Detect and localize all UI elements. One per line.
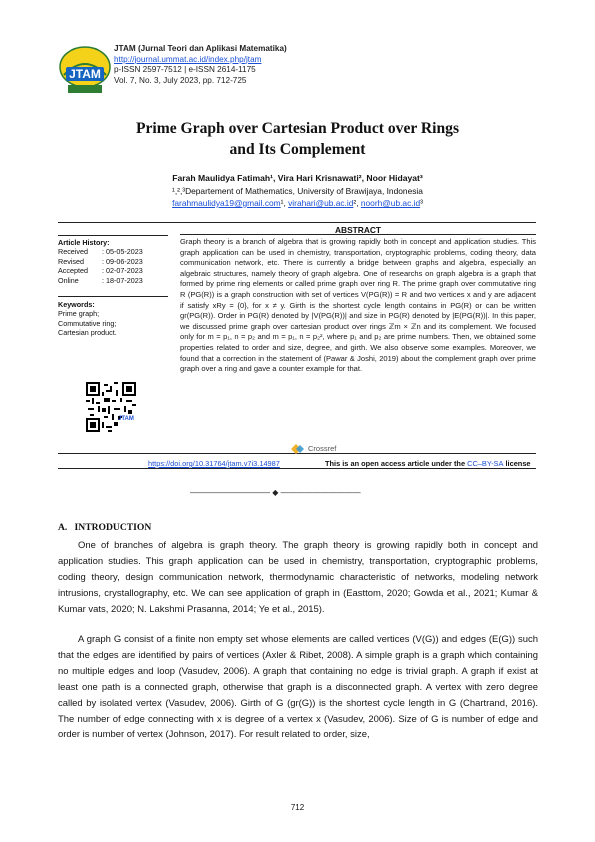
email-sep-3: ³ [420,198,423,208]
abstract-heading: ABSTRACT [334,225,382,235]
journal-name: JTAM (Jurnal Teori dan Aplikasi Matematika) [114,44,287,53]
journal-url-link[interactable]: http://journal.ummat.ac.id/index.php/jtam [114,54,262,64]
history-row [58,257,168,266]
doi-bottom-rule [58,468,536,469]
article-history [58,238,168,285]
qr-code[interactable] [86,382,136,432]
history-row [58,266,168,275]
email-sep-1: ¹, [280,198,289,208]
history-value: : 02-07-2023 [102,266,143,276]
crossref-label: Crossref [308,444,337,453]
keywords [58,300,168,338]
page-number: 712 [290,803,305,812]
info-top-rule [58,222,536,223]
keyword-item: Prime graph; [58,309,100,319]
keyword-item: Commutative ring; [58,318,117,328]
history-value: : 05-05-2023 [102,247,143,257]
journal-volume: Vol. 7, No. 3, July 2023, pp. 712-725 [114,75,247,85]
info-history-rule [58,235,168,236]
section-separator: —————————— ◆ —————————— [190,488,361,497]
section-number: A. [58,522,68,533]
info-keywords-rule [58,296,168,297]
paper-title-line1: Prime Graph over Cartesian Product over Rings [135,120,460,137]
qr-journal-mark: JTAM [118,416,134,422]
keyword-item: Cartesian product. [58,328,117,338]
intro-paragraph-2: A graph G consist of a finite non empty set whose elements are called vertices (V(G)) and edges (E(G)) such that the edges are identified by pairs of vertices (Axler & Ribet, 2008). A simple graph is a graph which containing no multiple edges and loop (Vasudev, 2006). A graph that containing no edge is trivial graph. A graph if exist at least one path is a connected graph, otherwise that graph is a disconnected graph. A vertex with zero degree called by isolated vertex (Vasudev, 2006). Girth of G (gr(G)) is the shortest cycle length in G (Chartrand, 2016). The number of edge connecting with x is degree of a vertex x (Vasudev, 2006). Size of G is number of edge and order is number of vertex (Johnson, 2017). For result related to order, size, [58,634,538,741]
history-key: Received [58,247,88,257]
license-link[interactable]: CC–BY-SA [467,459,504,468]
journal-issn: p-ISSN 2597-7512 | e-ISSN 2614-1175 [114,65,256,75]
article-history-label: Article History: [58,238,110,247]
history-value: : 09-06-2023 [102,256,143,266]
crossref-badge[interactable] [290,442,370,456]
open-access-prefix: This is an open access article under the [325,459,468,468]
paper-title-line2: and Its Complement [229,141,366,158]
email-link-1[interactable]: farahmaulidya19@gmail.com [172,198,281,208]
open-access-suffix: license [503,459,531,468]
section-title: INTRODUCTION [74,522,152,533]
author-emails [0,198,595,208]
history-key: Accepted [58,266,88,276]
abstract-text: Graph theory is a branch of algebra that is growing rapidly both in concept and application studies. This graph application can be used in chemistry, transportation, cryptographic problems, coding theory, data communication network, etc. There is currently a bridge between graphs and algebra, especially an algebraic structures, namely theory of graph algebra. One of researchs on graph algebra is a graph that formed by prime ring elements or called prime graph over ring R. The prime graph over commutative ring R (PG(R)) is a graph construction with set of vertices V(PG(R)) = R and two vertices x and y are adjacent if satisfy xRy = {0}, for x ≠ y. Girth is the shortest cycle length contains in PG(R) or can be written gr(PG(R)). Order in PG(R) denoted by |V(PG(R))| and size in PG(R) denoted by |E(PG(R))|. In this paper, we discussed prime graph over cartesian product over rings ℤm × ℤn and its complement. We focused only for m = p₁, n = p₂ and m = p₁, n = p₂², where p₁ and p₂ are prime numbers. Then, we obtained some properties related to order and size, degree, and girth. We also observe some examples. Moreover, we found that a correction in the statement of (Pawar & Joshi, 2019) about the complement graph over prime graph over a ring and gave a counter example for that. [180,237,536,374]
author-list: Farah Maulidya Fatimah¹, Vira Hari Krisnawati², Noor Hidayat³ [172,173,423,183]
affiliation: ¹,²,³Departement of Mathematics, University of Brawijaya, Indonesia [172,186,423,196]
history-row [58,247,168,256]
journal-logo-text: JTAM [69,67,101,81]
journal-header [114,44,287,86]
section-heading [58,522,151,533]
email-sep-2: ², [353,198,361,208]
history-value: : 18-07-2023 [102,275,143,285]
keywords-label: Keywords: [58,300,95,309]
journal-logo [58,45,112,95]
intro-paragraph-1: One of branches of algebra is graph theory. The graph theory is growing rapidly both in concept and application studies. This graph application can be used in chemistry, transportation, cryptographic problems, coding theory, design communication network, thermodynamic characteristic of networks, modeling network intrusions, crystallography, etc. We can see application of graph in (Easttom, 2020; Gowda et al., 2021; Kumar & Kumar vats, 2020; N. Lakshmi Prasanna, 2014; Ye et al., 2015). [58,540,538,615]
email-link-2[interactable]: virahari@ub.ac.id [288,198,354,208]
history-key: Revised [58,256,84,266]
paper-title [0,118,595,160]
history-key: Online [58,275,79,285]
doi-link[interactable]: https://doi.org/10.31764/jtam.v7i3.14987 [148,459,280,468]
history-row [58,276,168,285]
email-link-3[interactable]: noorh@ub.ac.id [360,198,421,208]
crossref-icon [290,442,306,456]
open-access-notice [325,459,531,468]
